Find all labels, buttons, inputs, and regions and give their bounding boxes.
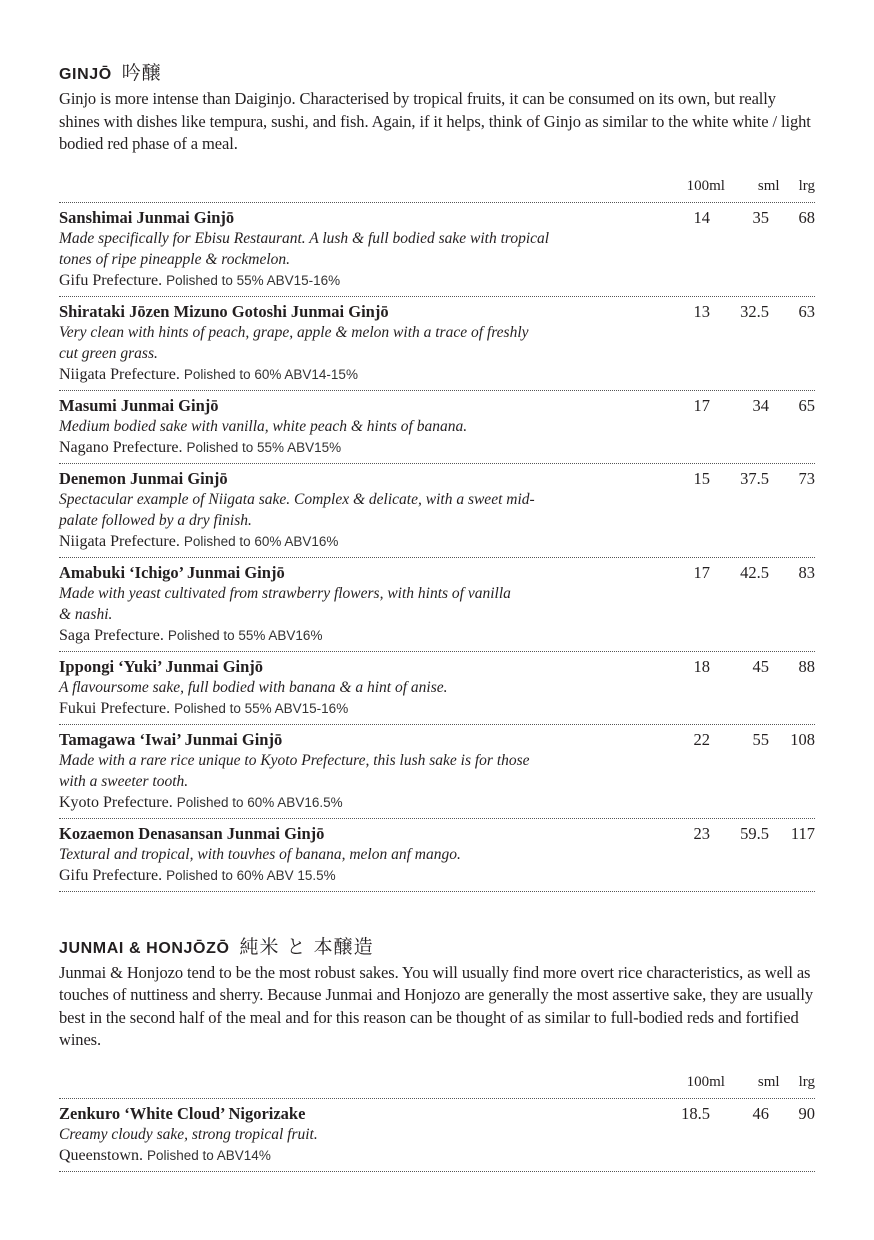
- section-title-text: GINJŌ: [59, 66, 112, 83]
- item-prefecture: Niigata Prefecture.: [59, 365, 180, 383]
- column-header-100ml: 100ml: [686, 177, 725, 194]
- item-origin: [59, 270, 815, 291]
- section-title-kanji: 純米 と 本醸造: [239, 935, 374, 958]
- item-origin: [59, 698, 815, 719]
- item-description: Made with yeast cultivated from strawberry flowers, with hints of vanilla & nashi.: [59, 584, 511, 623]
- item-prices: [660, 823, 815, 844]
- item-prices: [660, 562, 815, 583]
- price-lrg: 90: [798, 1103, 815, 1123]
- item-name: Denemon Junmai Ginjō: [59, 468, 228, 488]
- item-description: Very clean with hints of peach, grape, apple & melon with a trace of freshly cut green grass.: [59, 323, 529, 362]
- menu-item: [59, 558, 815, 652]
- item-details: Polished to 60% ABV16%: [183, 533, 339, 549]
- item-name: Sanshimai Junmai Ginjō: [59, 207, 235, 227]
- item-prefecture: Saga Prefecture.: [59, 626, 164, 644]
- price-100ml: 14: [693, 207, 710, 227]
- item-prices: [660, 729, 815, 750]
- price-lrg: 117: [790, 823, 815, 843]
- item-details: Polished to 55% ABV15-16%: [166, 272, 341, 288]
- item-prices: [660, 395, 815, 416]
- item-prices: [660, 468, 815, 489]
- price-100ml: 13: [693, 301, 710, 321]
- item-name: Tamagawa ‘Iwai’ Junmai Ginjō: [59, 729, 283, 749]
- item-prefecture: Niigata Prefecture.: [59, 532, 180, 550]
- section-junmai-honjozo: [59, 934, 815, 1172]
- menu-item: [59, 819, 815, 892]
- item-description: A flavoursome sake, full bodied with banana & a hint of anise.: [59, 678, 448, 696]
- menu-item: [59, 725, 815, 819]
- item-prefecture: Queenstown.: [59, 1146, 143, 1164]
- price-lrg: 68: [798, 207, 815, 227]
- price-sml: 46: [752, 1103, 769, 1123]
- item-prefecture: Fukui Prefecture.: [59, 699, 171, 717]
- item-origin: [59, 625, 815, 646]
- price-100ml: 17: [693, 395, 710, 415]
- item-details: Polished to 55% ABV15-16%: [174, 700, 349, 716]
- item-origin: [59, 364, 815, 385]
- column-header-100ml: 100ml: [686, 1073, 725, 1090]
- price-100ml: 15: [693, 468, 710, 488]
- section-title-kanji: 吟醸: [121, 62, 162, 84]
- item-description: Made specifically for Ebisu Restaurant. A lush & full bodied sake with tropical tones of ripe pineapple & rockmelon.: [59, 229, 550, 268]
- item-description: Made with a rare rice unique to Kyoto Prefecture, this lush sake is for those with a sweeter tooth.: [59, 751, 530, 790]
- column-header-sml: sml: [757, 1073, 780, 1090]
- item-details: Polished to 55% ABV16%: [167, 627, 323, 643]
- section-ginjo: [59, 60, 815, 892]
- menu-item: [59, 464, 815, 558]
- price-lrg: 73: [798, 468, 815, 488]
- item-prefecture: Gifu Prefecture.: [59, 271, 163, 289]
- section-title: [59, 934, 815, 960]
- section-title: [59, 60, 815, 86]
- price-sml: 59.5: [740, 823, 769, 843]
- item-description: Creamy cloudy sake, strong tropical fruit.: [59, 1125, 318, 1143]
- item-origin: [59, 792, 815, 813]
- menu-item: [59, 652, 815, 725]
- price-100ml: 18.5: [681, 1103, 710, 1123]
- item-prices: [660, 301, 815, 322]
- price-sml: 55: [752, 729, 769, 749]
- item-name: Masumi Junmai Ginjō: [59, 395, 219, 415]
- price-sml: 45: [752, 656, 769, 676]
- price-lrg: 83: [798, 562, 815, 582]
- item-name: Ippongi ‘Yuki’ Junmai Ginjō: [59, 656, 264, 676]
- item-name: Kozaemon Denasansan Junmai Ginjō: [59, 823, 325, 843]
- price-sml: 32.5: [740, 301, 769, 321]
- item-details: Polished to ABV14%: [146, 1147, 271, 1163]
- item-details: Polished to 60% ABV 15.5%: [166, 867, 336, 883]
- item-prefecture: Gifu Prefecture.: [59, 866, 163, 884]
- price-lrg: 63: [798, 301, 815, 321]
- price-sml: 37.5: [740, 468, 769, 488]
- menu-item: [59, 203, 815, 297]
- item-origin: [59, 865, 815, 886]
- price-lrg: 65: [798, 395, 815, 415]
- menu-item: [59, 297, 815, 391]
- item-name: Amabuki ‘Ichigo’ Junmai Ginjō: [59, 562, 285, 582]
- price-lrg: 108: [790, 729, 815, 749]
- section-intro: Junmai & Honjozo tend to be the most robust sakes. You will usually find more overt rice characteristics, as well as touches of nuttiness and sherry. Because Junmai and Honjozo are generally the most assertive sake, they are usually best in the second half of the meal and for this reason can be thought of as similar to full-bodied reds and fortified wines.: [59, 962, 813, 1049]
- item-details: Polished to 55% ABV15%: [186, 439, 342, 455]
- price-100ml: 18: [693, 656, 710, 676]
- column-header-sml: sml: [757, 177, 780, 194]
- price-sml: 34: [752, 395, 769, 415]
- price-100ml: 23: [693, 823, 710, 843]
- item-origin: [59, 1145, 815, 1166]
- column-header-lrg: lrg: [798, 177, 815, 194]
- price-sml: 35: [752, 207, 769, 227]
- item-origin: [59, 437, 815, 458]
- item-details: Polished to 60% ABV14-15%: [183, 366, 358, 382]
- item-description: Spectacular example of Niigata sake. Complex & delicate, with a sweet mid-palate followed by a dry finish.: [59, 490, 535, 529]
- menu-item: [59, 1099, 815, 1172]
- item-prefecture: Nagano Prefecture.: [59, 438, 183, 456]
- section-intro: Ginjo is more intense than Daiginjo. Characterised by tropical fruits, it can be consumed on its own, but really shines with dishes like tempura, sushi, and fish. Again, if it helps, think of Ginjo as similar to the white white / light bodied red phase of a meal.: [59, 89, 811, 153]
- price-lrg: 88: [798, 656, 815, 676]
- price-column-headers: [59, 1072, 815, 1099]
- item-prices: [660, 207, 815, 228]
- section-title-text: JUNMAI & HONJŌZŌ: [59, 939, 230, 957]
- menu-item: [59, 391, 815, 464]
- item-description: Medium bodied sake with vanilla, white peach & hints of banana.: [59, 417, 468, 435]
- price-100ml: 22: [693, 729, 710, 749]
- sake-menu-page: [59, 60, 815, 1172]
- price-sml: 42.5: [740, 562, 769, 582]
- price-column-headers: [59, 176, 815, 203]
- item-name: Zenkuro ‘White Cloud’ Nigorizake: [59, 1103, 306, 1123]
- price-100ml: 17: [693, 562, 710, 582]
- item-prefecture: Kyoto Prefecture.: [59, 793, 173, 811]
- item-prices: [660, 656, 815, 677]
- item-details: Polished to 60% ABV16.5%: [176, 794, 343, 810]
- item-prices: [660, 1103, 815, 1124]
- column-header-lrg: lrg: [798, 1073, 815, 1090]
- item-description: Textural and tropical, with touvhes of banana, melon anf mango.: [59, 845, 461, 863]
- item-name: Shirataki Jōzen Mizuno Gotoshi Junmai Ginjō: [59, 301, 389, 321]
- item-origin: [59, 531, 815, 552]
